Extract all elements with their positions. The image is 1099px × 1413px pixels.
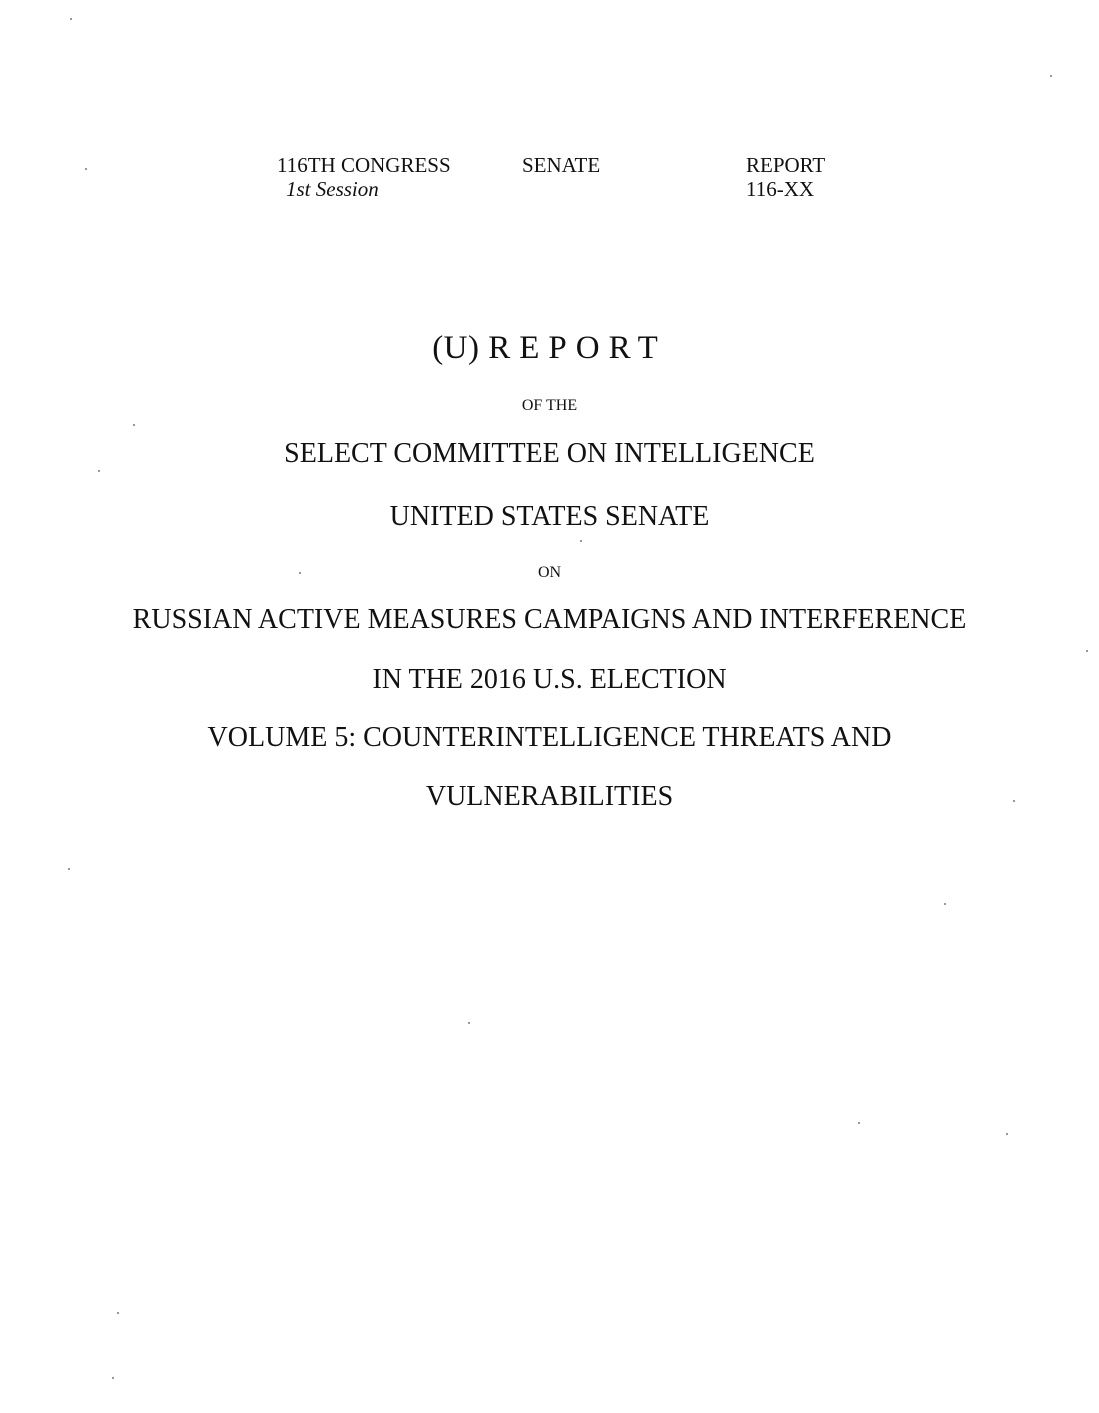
chamber-label: SENATE — [522, 153, 601, 177]
report-number-block — [746, 153, 825, 201]
scan-speck — [117, 1312, 119, 1314]
volume-title-line-1: VOLUME 5: COUNTERINTELLIGENCE THREATS AND — [207, 722, 892, 753]
scan-speck — [299, 572, 301, 574]
congress-block — [277, 153, 451, 201]
report-label: REPORT — [746, 153, 826, 177]
of-the-line: OF THE — [521, 397, 578, 414]
senate-name: UNITED STATES SENATE — [389, 501, 710, 532]
report-title-word: REPORT — [488, 330, 667, 366]
chamber-block — [522, 153, 600, 177]
scan-speck — [944, 903, 946, 905]
scan-speck — [468, 1022, 470, 1024]
subject-line-2: IN THE 2016 U.S. ELECTION — [372, 664, 727, 695]
scan-speck — [1050, 75, 1052, 77]
scan-speck — [70, 18, 72, 20]
scan-speck — [68, 868, 70, 870]
classification-marking: (U) — [432, 330, 480, 366]
scan-speck — [98, 470, 100, 472]
committee-name: SELECT COMMITTEE ON INTELLIGENCE — [284, 438, 815, 469]
report-number: 116-XX — [746, 177, 815, 201]
scan-speck — [85, 168, 87, 170]
on-line: ON — [537, 564, 562, 581]
scan-speck — [1006, 1133, 1008, 1135]
subject-line-1: RUSSIAN ACTIVE MEASURES CAMPAIGNS AND INTERFERENCE — [132, 604, 967, 635]
scan-speck — [133, 424, 135, 426]
scan-speck — [1013, 800, 1015, 802]
volume-title-line-2: VULNERABILITIES — [425, 781, 674, 812]
report-title — [0, 330, 1099, 367]
congress-number: 116TH CONGRESS — [277, 153, 451, 177]
scan-speck — [1086, 650, 1088, 652]
scan-speck — [858, 1122, 860, 1124]
scan-speck — [112, 1377, 114, 1379]
session-label: 1st Session — [286, 177, 379, 201]
scan-speck — [580, 540, 582, 542]
